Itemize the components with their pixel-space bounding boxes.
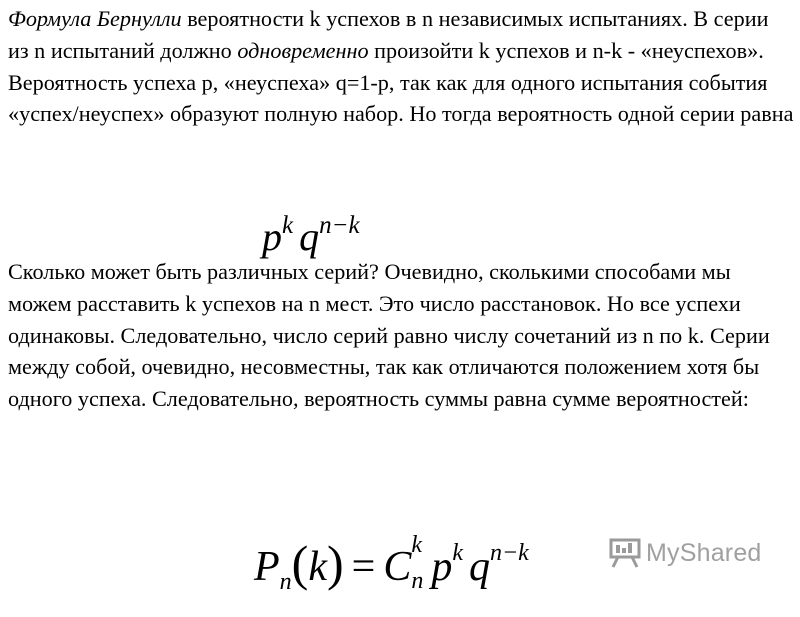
bernoulli-formula-title: Формула Бернулли (8, 6, 182, 31)
formula2-open-paren: ( (291, 535, 309, 591)
intro-text-part-a: вероятности k успехов в n независимых испытаниях. В серии из n испытаний должно (8, 6, 769, 63)
formula1-q: q (299, 214, 320, 259)
formula2-equals: = (351, 544, 376, 590)
formula2-P: P (254, 544, 280, 590)
formula1-exp-n-minus-k: n−k (319, 212, 360, 239)
intro-text-part-b: произойти k успехов и n-k - «неуспехов». Вероятность успеха p, «неуспеха» q=1-p, так как для одного испытания события «успех/неуспех» образуют полную набор. Но тогда вероятность одной серии равна (8, 37, 794, 127)
formula1-exp-k: k (282, 212, 294, 239)
formula2-arg-k: k (308, 544, 327, 590)
formula2-C-sup-k: k (411, 532, 422, 558)
formula2-p-exp-k: k (452, 540, 463, 566)
series-count-paragraph: Сколько может быть различных серий? Очевидно, сколькими способами мы можем расставить k успехов на n мест. Это число расстановок. Но все успехи одинаковы. Следовательно, число серий равно числу сочетаний из n по k. Серии между собой, очевидно, несовместны, так как отличаются положением хотя бы одного успеха. Следовательно, вероятность суммы равна сумме вероятностей: (8, 259, 770, 412)
formula2-C-indices (411, 532, 425, 594)
formula2-close-paren: ) (326, 535, 344, 591)
bernoulli-intro-paragraph (8, 3, 794, 130)
bernoulli-formula (254, 518, 529, 617)
myshared-watermark[interactable] (608, 536, 762, 570)
formula2-C: C (383, 544, 412, 590)
formula2-P-sub-n: n (279, 569, 292, 595)
presentation-board-icon (608, 537, 642, 569)
formula2-q: q (468, 544, 490, 590)
formula2-q-exp-n-minus-k: n−k (489, 540, 529, 566)
formula1-p: p (262, 214, 282, 259)
formula2-p: p (431, 544, 453, 590)
watermark-text: MyShared (646, 538, 762, 567)
formula2-C-sub-n: n (411, 568, 424, 594)
intro-emphasis: одновременно (237, 37, 369, 63)
